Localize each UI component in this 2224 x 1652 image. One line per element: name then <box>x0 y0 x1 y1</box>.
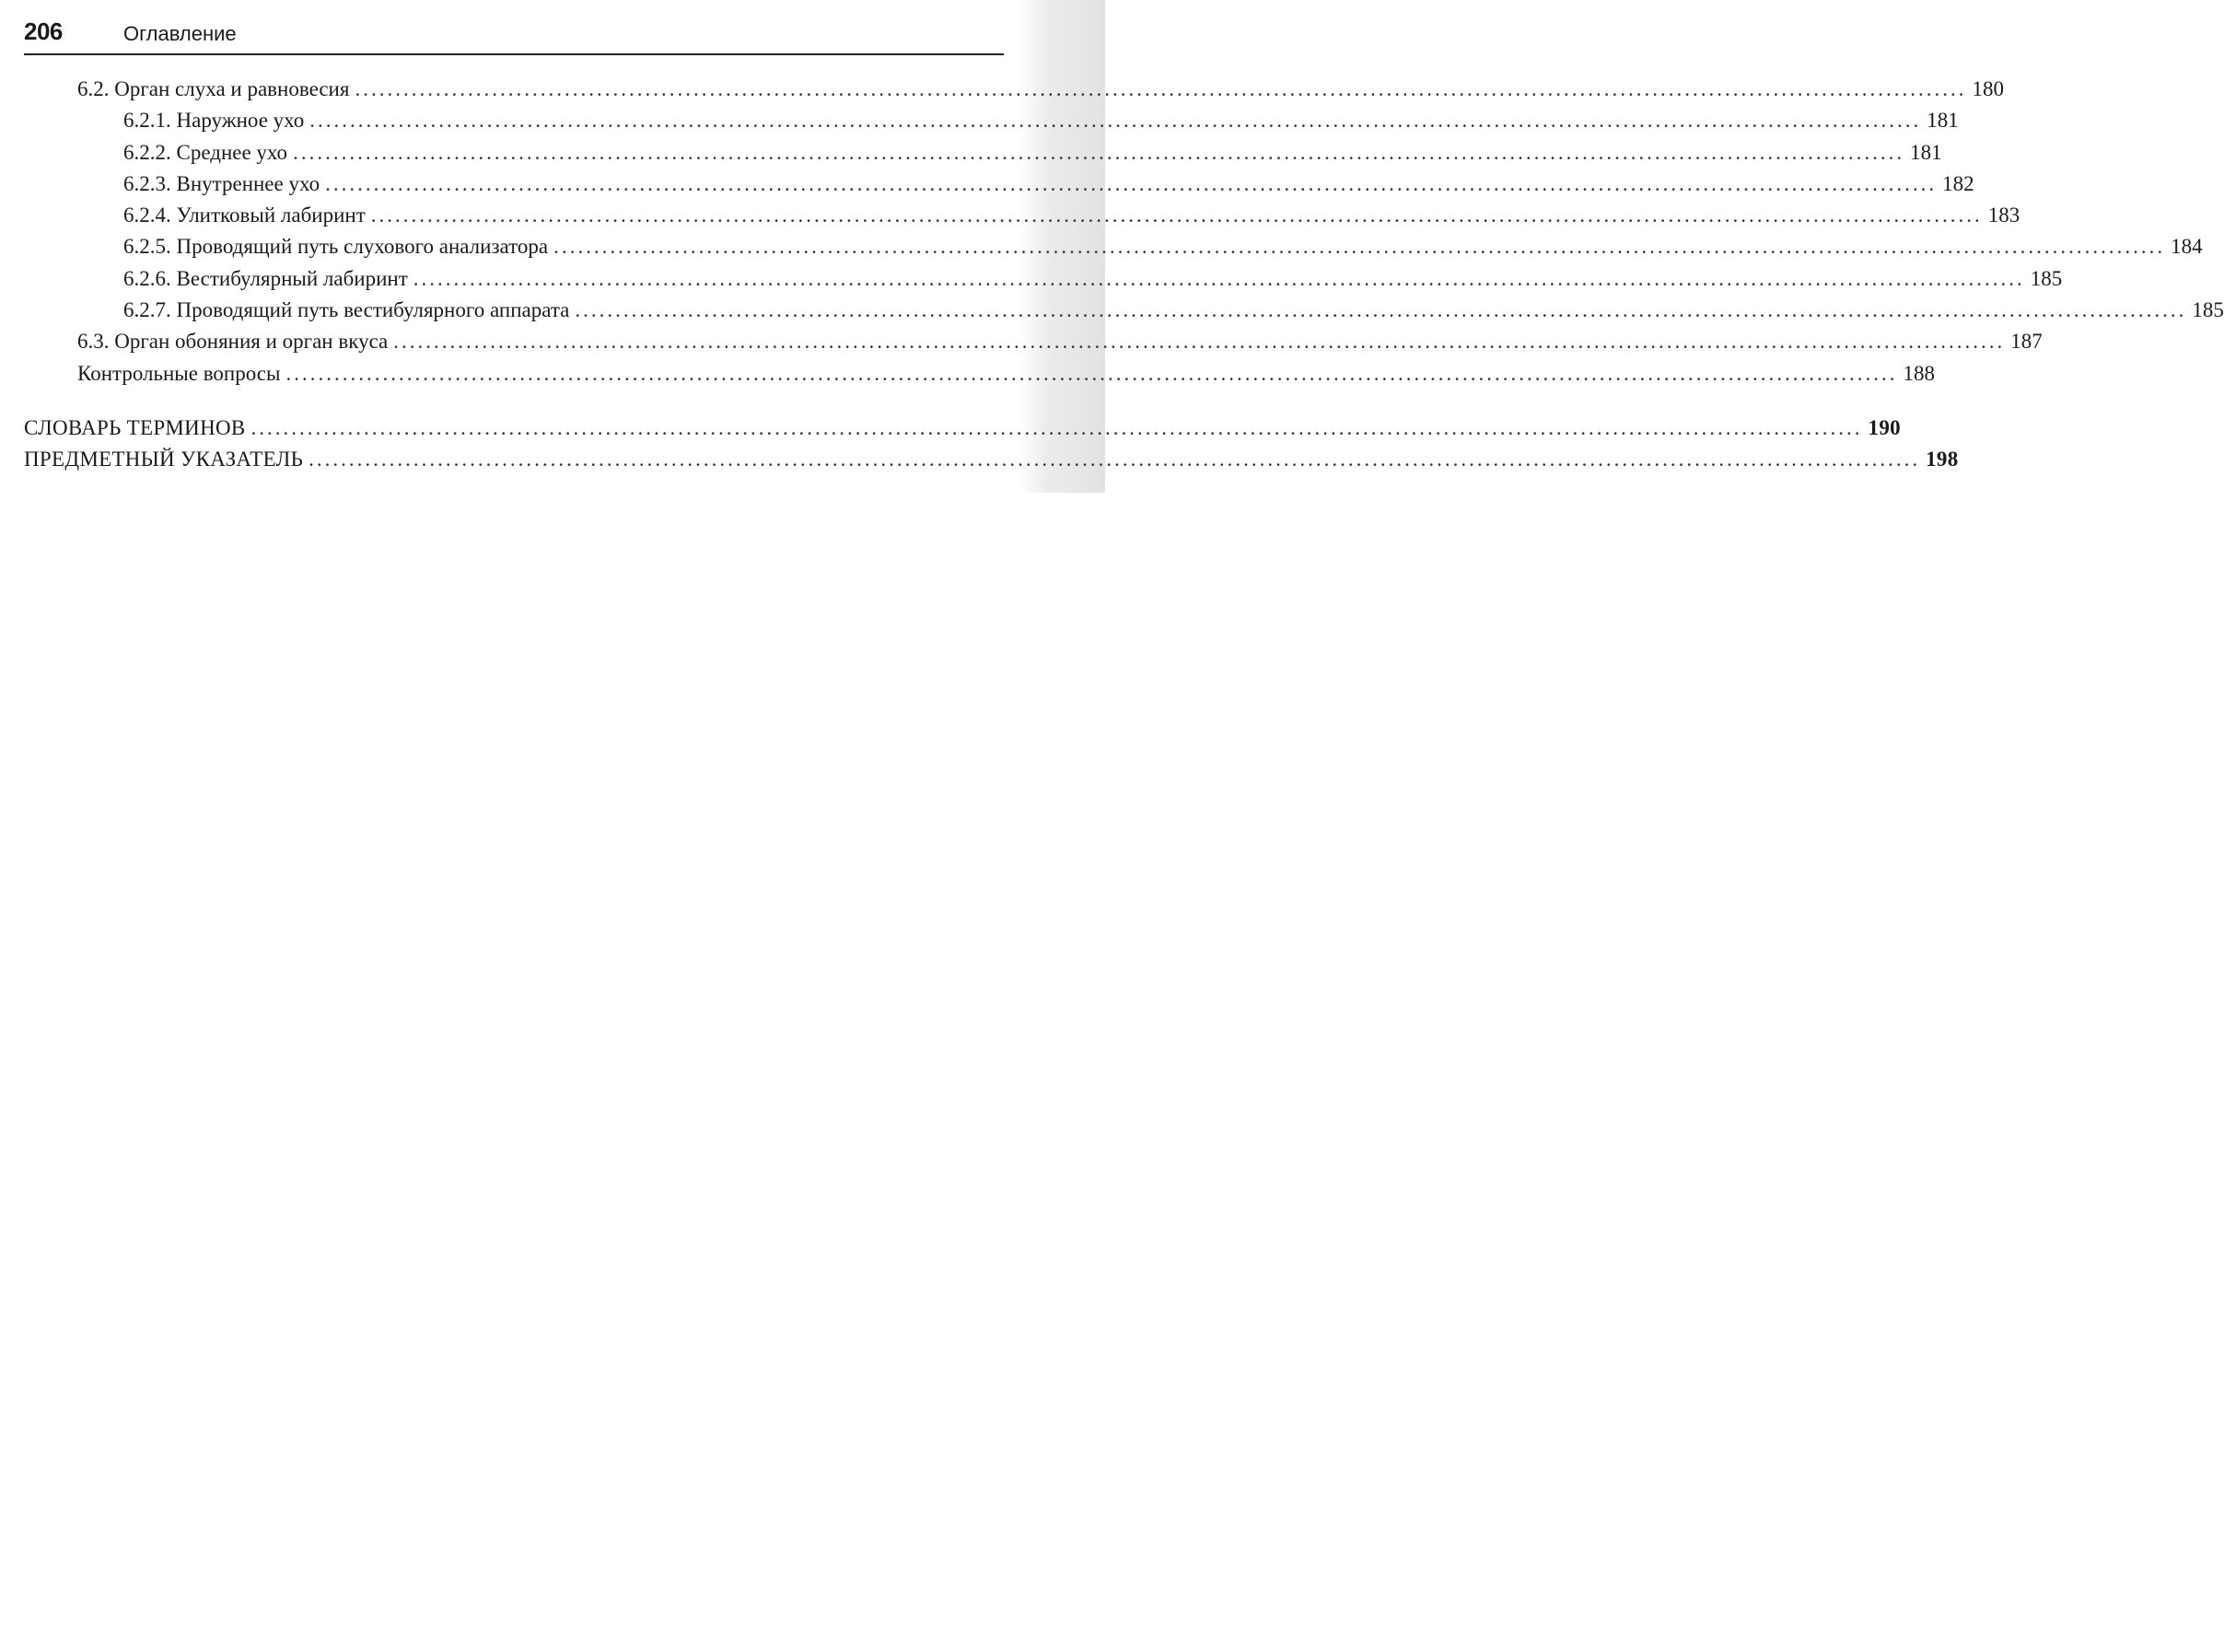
toc-entry-page: 181 <box>1927 109 1959 133</box>
toc-entry-title: СЛОВАРЬ ТЕРМИНОВ <box>24 415 246 439</box>
toc-entry-title: 6.2.1. Наружное ухо <box>123 109 305 133</box>
leader-dots: ........................................................................................................................................................................................................ <box>285 361 1898 385</box>
toc-entry <box>24 231 2203 262</box>
table-of-contents <box>24 74 2224 476</box>
leader-dots: ........................................................................................................................................................................................................ <box>575 298 2187 322</box>
toc-entry-section <box>24 444 1959 475</box>
toc-entry-title: 6.2.6. Вестибулярный лабиринт <box>123 266 408 290</box>
leader-dots: ........................................................................................................................................................................................................ <box>413 266 2025 290</box>
toc-entry <box>24 326 2043 357</box>
toc-entry-title: ПРЕДМЕТНЫЙ УКАЗАТЕЛЬ <box>24 448 304 471</box>
toc-entry-page: 183 <box>1987 204 2020 227</box>
toc-entry <box>24 263 2063 295</box>
toc-entry-page: 181 <box>1910 140 1942 164</box>
leader-dots: ........................................................................................................................................................................................................ <box>393 330 2006 354</box>
toc-entry <box>24 358 1935 390</box>
toc-entry-page: 180 <box>1972 77 2004 100</box>
page-number: 206 <box>24 17 63 45</box>
leader-dots: ........................................................................................................................................................................................................ <box>355 77 1967 100</box>
toc-entry-title: 6.2. Орган слуха и равновесия <box>77 77 350 100</box>
toc-page <box>24 15 2224 476</box>
leader-dots: ........................................................................................................................................................................................................ <box>553 235 2166 259</box>
toc-entry-title: Контрольные вопросы <box>77 361 281 385</box>
leader-dots: ........................................................................................................................................................................................................ <box>325 171 1938 195</box>
leader-dots: ........................................................................................................................................................................................................ <box>309 448 1921 471</box>
toc-entry <box>24 169 1974 200</box>
toc-entry-page: 198 <box>1926 448 1959 471</box>
leader-dots: ........................................................................................................................................................................................................ <box>370 204 1983 227</box>
running-head <box>24 15 1004 55</box>
toc-entry <box>24 74 2004 105</box>
toc-entry-title: 6.2.3. Внутреннее ухо <box>123 171 320 195</box>
toc-entry <box>24 295 2224 326</box>
toc-entry-title: 6.2.4. Улитковый лабиринт <box>123 204 366 227</box>
toc-entry-page: 185 <box>2030 266 2063 290</box>
toc-entry-page: 182 <box>1942 171 1974 195</box>
toc-entry <box>24 105 1959 136</box>
toc-entry-page: 190 <box>1868 415 1901 439</box>
toc-entry-title: 6.2.2. Среднее ухо <box>123 140 288 164</box>
toc-entry-page: 185 <box>2192 298 2224 322</box>
toc-entry <box>24 200 2020 231</box>
toc-entry-section <box>24 413 1901 444</box>
leader-dots: ........................................................................................................................................................................................................ <box>293 140 1905 164</box>
toc-entry <box>24 137 1942 169</box>
leader-dots: ........................................................................................................................................................................................................ <box>250 415 1863 439</box>
toc-entry-title: 6.2.7. Проводящий путь вестибулярного аппарата <box>123 298 570 322</box>
leader-dots: ........................................................................................................................................................................................................ <box>309 109 1922 133</box>
toc-entry-title: 6.2.5. Проводящий путь слухового анализатора <box>123 235 549 259</box>
running-head-title: Оглавление <box>123 22 237 45</box>
toc-entry-page: 188 <box>1903 361 1935 385</box>
toc-entry-title: 6.3. Орган обоняния и орган вкуса <box>77 330 389 354</box>
toc-entry-page: 187 <box>2010 330 2043 354</box>
toc-entry-page: 184 <box>2171 235 2203 259</box>
